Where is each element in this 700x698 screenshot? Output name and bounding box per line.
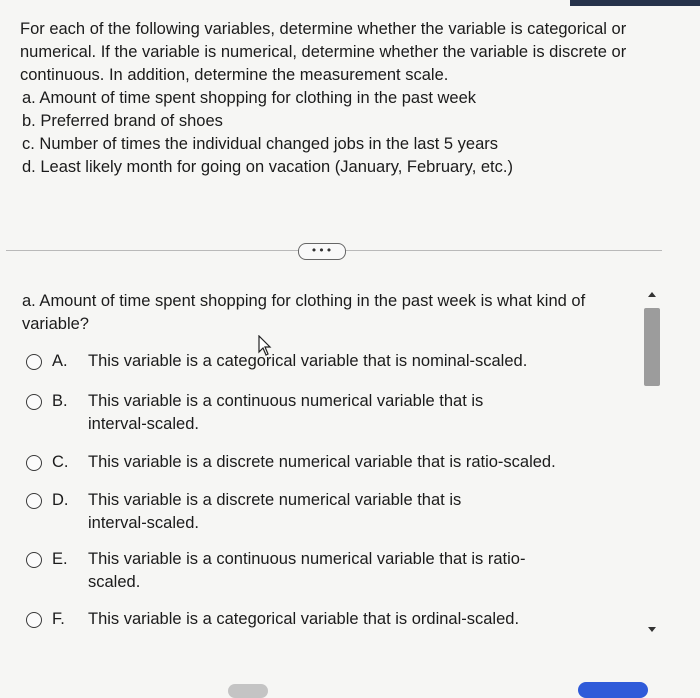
chevron-down-icon[interactable] bbox=[648, 627, 656, 632]
option-letter: E. bbox=[52, 550, 68, 568]
radio-e[interactable] bbox=[26, 552, 42, 568]
option-text: This variable is a continuous numerical variable that is interval-scaled. bbox=[88, 392, 484, 433]
radio-c[interactable] bbox=[26, 455, 42, 471]
question-item-a: a. Amount of time spent shopping for clothing in the past week bbox=[22, 89, 477, 107]
chevron-up-icon[interactable] bbox=[648, 292, 656, 297]
expand-more-button[interactable]: ••• bbox=[298, 243, 346, 260]
option-letter: C. bbox=[52, 453, 69, 471]
mouse-cursor-icon bbox=[258, 335, 272, 357]
bottom-control[interactable] bbox=[228, 684, 268, 698]
option-text: This variable is a discrete numerical variable that is ratio-scaled. bbox=[88, 453, 556, 471]
question-intro: For each of the following variables, determine whether the variable is categorical or numerical. If the variable is numerical, determine whether the variable is discrete or continuous. In addition, determine the measurement scale. bbox=[20, 20, 627, 84]
option-letter: B. bbox=[52, 392, 68, 410]
option-text: This variable is a categorical variable that is nominal-scaled. bbox=[88, 352, 528, 370]
question-item-c: c. Number of times the individual changed jobs in the last 5 years bbox=[22, 135, 499, 153]
scrollbar-thumb[interactable] bbox=[644, 308, 660, 386]
radio-b[interactable] bbox=[26, 394, 42, 410]
radio-f[interactable] bbox=[26, 612, 42, 628]
radio-d[interactable] bbox=[26, 493, 42, 509]
option-letter: D. bbox=[52, 491, 69, 509]
radio-a[interactable] bbox=[26, 354, 42, 370]
option-text: This variable is a discrete numerical variable that is interval-scaled. bbox=[88, 491, 462, 532]
option-text: This variable is a continuous numerical variable that is ratio-scaled. bbox=[88, 550, 526, 591]
option-letter: A. bbox=[52, 352, 68, 370]
question-item-d: d. Least likely month for going on vacation (January, February, etc.) bbox=[22, 158, 513, 176]
bottom-primary-button[interactable] bbox=[578, 682, 648, 698]
option-text: This variable is a categorical variable that is ordinal-scaled. bbox=[88, 610, 520, 628]
top-bar-accent bbox=[570, 0, 700, 6]
bottom-toolbar-edge bbox=[0, 676, 700, 690]
top-bar bbox=[0, 0, 700, 6]
question-prompt bbox=[20, 18, 660, 179]
part-question: a. Amount of time spent shopping for clothing in the past week is what kind of variable? bbox=[22, 292, 586, 333]
option-letter: F. bbox=[52, 610, 65, 628]
question-item-b: b. Preferred brand of shoes bbox=[22, 112, 223, 130]
scrollbar[interactable] bbox=[642, 282, 662, 642]
